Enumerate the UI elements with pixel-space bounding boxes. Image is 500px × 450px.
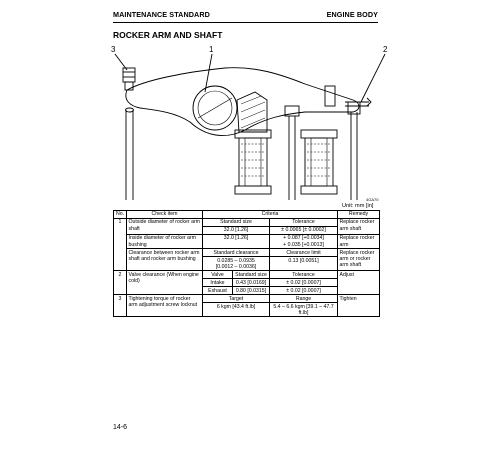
row-number: 3 [114, 295, 127, 317]
sub-header: Valve [203, 271, 233, 279]
header-chapter-title: ENGINE BODY [326, 10, 378, 19]
remedy-cell: Adjust [338, 271, 380, 295]
std-clearance-mm: 0.0285 – 0.0935 [217, 257, 255, 264]
remedy-cell: Replace rocker arm or rocker arm shaft [338, 249, 380, 271]
value-cell: 0.80 [0.0315] [233, 287, 270, 295]
page-number: 14-6 [113, 424, 128, 431]
table-row [114, 295, 380, 303]
value-cell [270, 234, 338, 248]
row-number: 2 [114, 271, 127, 295]
value-cell: ± 0.02 [0.0007] [270, 279, 338, 287]
header-remedy: Remedy [338, 211, 380, 219]
sub-header: Tolerance [270, 218, 338, 226]
value-cell: 6 kgm [43.4 ft.lb] [203, 303, 270, 317]
sub-header: Standard size [203, 218, 270, 226]
remedy-cell: Replace rocker arm shaft [338, 218, 380, 234]
check-item: Tightening torque of rocker arm adjustment screw locknut [127, 295, 203, 317]
sub-header: Standard size [233, 271, 270, 279]
callout-3: 3 [111, 45, 116, 54]
figure-id: 4GA70 [366, 197, 379, 202]
table-row [114, 234, 380, 248]
header-check-item: Check item [127, 211, 203, 219]
header-no: No. [114, 211, 127, 219]
rocker-arm-diagram [105, 40, 395, 200]
remedy-cell: Tighten [338, 295, 380, 317]
callout-2: 2 [383, 45, 388, 54]
callout-1: 1 [209, 45, 214, 54]
value-cell: 5.4 – 6.6 kgm [39.1 – 47.7 ft.lb] [270, 303, 338, 317]
header-section-title: MAINTENANCE STANDARD [113, 10, 210, 19]
std-clearance-in: [0.0012 – 0.0036] [215, 263, 257, 270]
remedy-cell: Replace rocker arm [338, 234, 380, 248]
sub-header: Target [203, 295, 270, 303]
sub-header: Tolerance [270, 271, 338, 279]
value-cell: 32.0 [1.26] [203, 234, 270, 248]
value-cell: ± 0.02 [0.0007] [270, 287, 338, 295]
value-cell [203, 257, 270, 271]
tolerance-lower: + 0.035 [+0.0013] [283, 241, 324, 248]
table-row [114, 271, 380, 279]
sub-header: Standard clearance [203, 249, 270, 257]
check-item: Clearance between rocker arm shaft and rocker arm bushing [127, 249, 203, 271]
unit-note: Unit: mm [in] [342, 203, 374, 209]
valve-label: Exhaust [203, 287, 233, 295]
value-cell: 32.0 [1.26] [203, 226, 270, 234]
value-cell: ± 0.0065 [± 0.0002] [270, 226, 338, 234]
check-item: Outside diameter of rocker arm shaft [127, 218, 203, 234]
value-cell: 0.13 [0.0051] [270, 257, 338, 271]
page-header [113, 10, 378, 23]
sub-header: Range [270, 295, 338, 303]
page-title: ROCKER ARM AND SHAFT [113, 30, 223, 40]
header-criteria: Criteria [203, 211, 338, 219]
value-cell: 0.43 [0.0169] [233, 279, 270, 287]
table-row [114, 249, 380, 257]
check-item: Inside diameter of rocker arm bushing [127, 234, 203, 248]
maintenance-standard-table [113, 210, 380, 317]
valve-label: Intake [203, 279, 233, 287]
table-row [114, 218, 380, 226]
tolerance-upper: + 0.087 [+0.0034] [283, 235, 324, 242]
table-header-row [114, 211, 380, 219]
sub-header: Clearance limit [270, 249, 338, 257]
row-number: 1 [114, 218, 127, 270]
check-item: Valve clearance (When engine cold) [127, 271, 203, 295]
